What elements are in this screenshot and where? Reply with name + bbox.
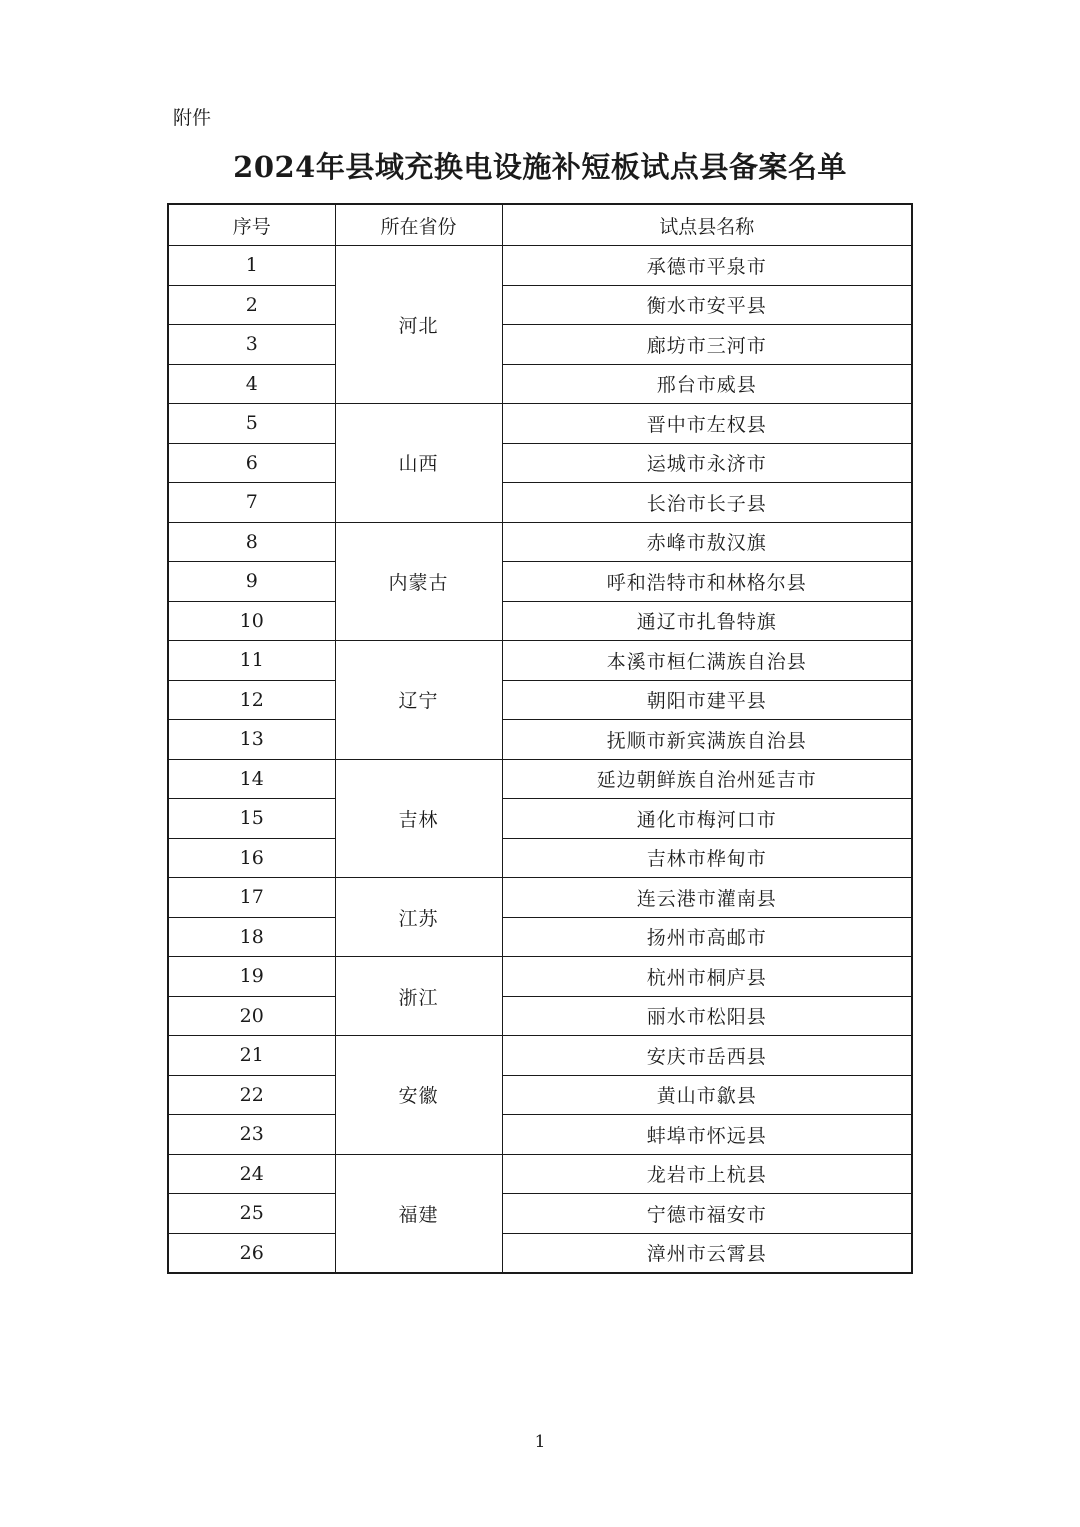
- table-row: [168, 878, 912, 918]
- county-name: 衡水市安平县: [502, 285, 912, 325]
- page-number: 1: [534, 1432, 546, 1452]
- row-index: 26: [168, 1233, 335, 1273]
- row-index: 16: [168, 838, 335, 878]
- row-index: 7: [168, 483, 335, 523]
- row-index: 18: [168, 917, 335, 957]
- table-row: [168, 1194, 912, 1234]
- county-name: 蚌埠市怀远县: [502, 1115, 912, 1155]
- document-title: 2024年县域充换电设施补短板试点县备案名单: [233, 150, 847, 184]
- header-province: 所在省份: [335, 204, 502, 246]
- table-row: [168, 838, 912, 878]
- row-index: 2: [168, 285, 335, 325]
- county-name: 晋中市左权县: [502, 404, 912, 444]
- row-index: 22: [168, 1075, 335, 1115]
- county-name: 呼和浩特市和林格尔县: [502, 562, 912, 602]
- table-row: [168, 601, 912, 641]
- county-name: 通辽市扎鲁特旗: [502, 601, 912, 641]
- row-index: 3: [168, 325, 335, 365]
- county-name: 通化市梅河口市: [502, 799, 912, 839]
- province-cell: 吉林: [335, 759, 502, 878]
- table-row: [168, 364, 912, 404]
- table-row: [168, 1075, 912, 1115]
- row-index: 24: [168, 1154, 335, 1194]
- county-name: 运城市永济市: [502, 443, 912, 483]
- county-name: 抚顺市新宾满族自治县: [502, 720, 912, 760]
- table-row: [168, 996, 912, 1036]
- attachment-label: 附件: [173, 107, 212, 129]
- table-row: [168, 246, 912, 286]
- province-cell: 江苏: [335, 878, 502, 957]
- table-row: [168, 1154, 912, 1194]
- county-name: 廊坊市三河市: [502, 325, 912, 365]
- table-row: [168, 483, 912, 523]
- province-cell: 山西: [335, 404, 502, 523]
- table-row: [168, 404, 912, 444]
- table-row: [168, 641, 912, 681]
- county-name: 延边朝鲜族自治州延吉市: [502, 759, 912, 799]
- table-row: [168, 562, 912, 602]
- county-name: 扬州市高邮市: [502, 917, 912, 957]
- table-row: [168, 1036, 912, 1076]
- county-name: 安庆市岳西县: [502, 1036, 912, 1076]
- row-index: 9: [168, 562, 335, 602]
- province-cell: 内蒙古: [335, 522, 502, 641]
- county-name: 长治市长子县: [502, 483, 912, 523]
- table-row: [168, 917, 912, 957]
- row-index: 21: [168, 1036, 335, 1076]
- row-index: 8: [168, 522, 335, 562]
- row-index: 13: [168, 720, 335, 760]
- county-name: 吉林市桦甸市: [502, 838, 912, 878]
- row-index: 23: [168, 1115, 335, 1155]
- row-index: 10: [168, 601, 335, 641]
- row-index: 5: [168, 404, 335, 444]
- row-index: 15: [168, 799, 335, 839]
- province-cell: 福建: [335, 1154, 502, 1273]
- table-row: [168, 957, 912, 997]
- county-name: 赤峰市敖汉旗: [502, 522, 912, 562]
- row-index: 1: [168, 246, 335, 286]
- row-index: 11: [168, 641, 335, 681]
- county-name: 杭州市桐庐县: [502, 957, 912, 997]
- row-index: 17: [168, 878, 335, 918]
- pilot-county-table: [167, 203, 913, 1274]
- county-name: 宁德市福安市: [502, 1194, 912, 1234]
- province-cell: 安徽: [335, 1036, 502, 1155]
- header-index: 序号: [168, 204, 335, 246]
- county-name: 龙岩市上杭县: [502, 1154, 912, 1194]
- county-name: 承德市平泉市: [502, 246, 912, 286]
- row-index: 25: [168, 1194, 335, 1234]
- table-header-row: [168, 204, 912, 246]
- county-name: 漳州市云霄县: [502, 1233, 912, 1273]
- county-name: 本溪市桓仁满族自治县: [502, 641, 912, 681]
- row-index: 14: [168, 759, 335, 799]
- table-row: [168, 759, 912, 799]
- table-row: [168, 799, 912, 839]
- county-name: 黄山市歙县: [502, 1075, 912, 1115]
- county-name: 朝阳市建平县: [502, 680, 912, 720]
- county-name: 丽水市松阳县: [502, 996, 912, 1036]
- county-name: 邢台市威县: [502, 364, 912, 404]
- table-row: [168, 522, 912, 562]
- header-county: 试点县名称: [502, 204, 912, 246]
- province-cell: 辽宁: [335, 641, 502, 760]
- table-row: [168, 325, 912, 365]
- table-row: [168, 680, 912, 720]
- table-row: [168, 1115, 912, 1155]
- row-index: 19: [168, 957, 335, 997]
- province-cell: 浙江: [335, 957, 502, 1036]
- table-body: [168, 246, 912, 1274]
- table-row: [168, 285, 912, 325]
- county-name: 连云港市灌南县: [502, 878, 912, 918]
- province-cell: 河北: [335, 246, 502, 404]
- table-row: [168, 1233, 912, 1273]
- row-index: 6: [168, 443, 335, 483]
- table-row: [168, 720, 912, 760]
- row-index: 4: [168, 364, 335, 404]
- table-row: [168, 443, 912, 483]
- row-index: 20: [168, 996, 335, 1036]
- row-index: 12: [168, 680, 335, 720]
